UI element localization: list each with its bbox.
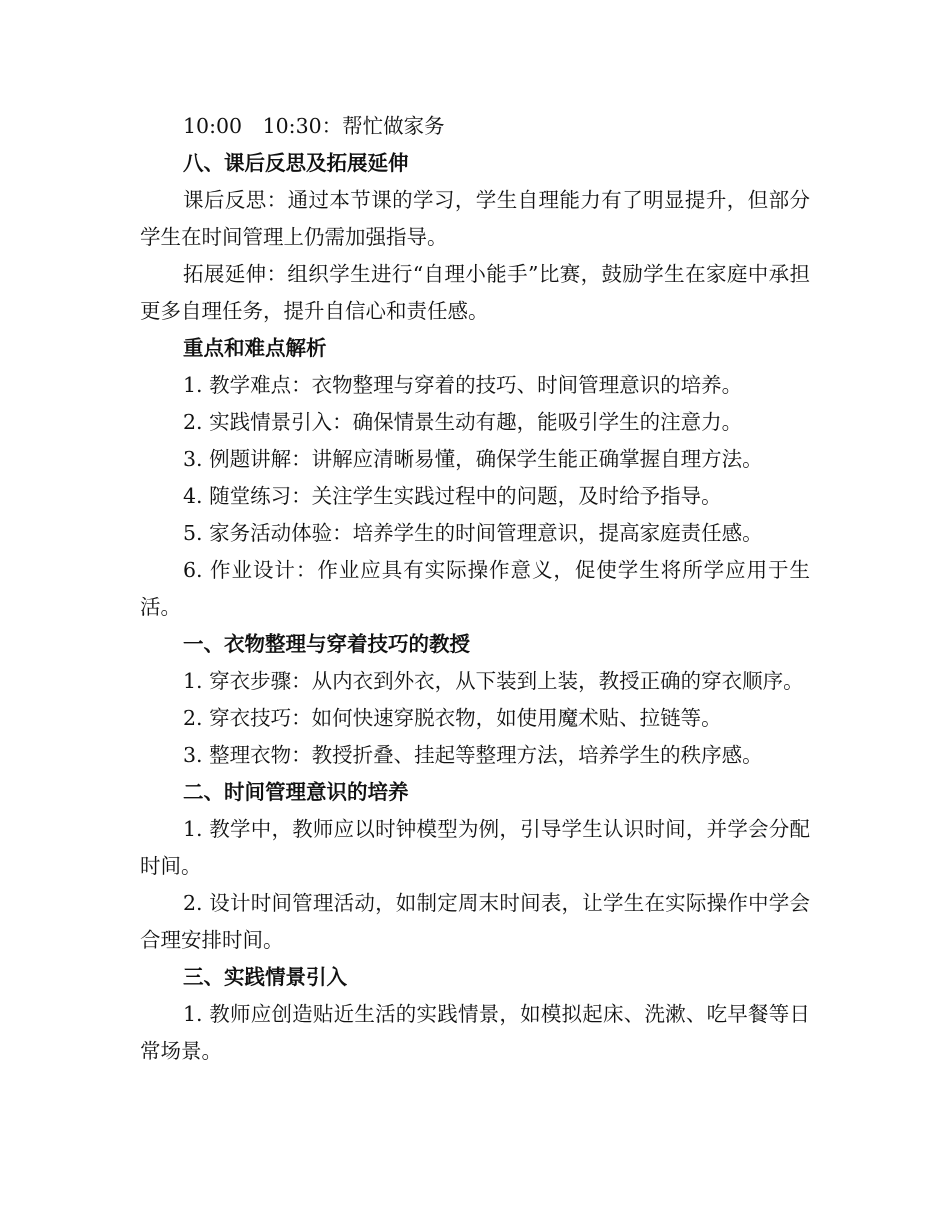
clothing-item: 2. 穿衣技巧：如何快速穿脱衣物，如使用魔术贴、拉链等。	[183, 706, 722, 730]
key-point-item: 4. 随堂练习：关注学生实践过程中的问题，及时给予指导。	[183, 484, 722, 508]
clothing-item: 1. 穿衣步骤：从内衣到外衣，从下装到上装，教授正确的穿衣顺序。	[183, 669, 804, 693]
section-heading-clothing: 一、衣物整理与穿着技巧的教授	[183, 632, 470, 656]
section-heading-time-management: 二、时间管理意识的培养	[183, 780, 409, 804]
key-point-item: 3. 例题讲解：讲解应清晰易懂，确保学生能正确掌握自理方法。	[183, 447, 763, 471]
section-heading-key-points: 重点和难点解析	[183, 336, 327, 360]
section-heading-reflection: 八、课后反思及拓展延伸	[183, 151, 409, 175]
key-point-item: 1. 教学难点：衣物整理与穿着的技巧、时间管理意识的培养。	[183, 373, 743, 397]
schedule-item: 10:00 10:30：帮忙做家务	[183, 114, 445, 138]
key-point-item: 5. 家务活动体验：培养学生的时间管理意识，提高家庭责任感。	[183, 521, 763, 545]
time-management-item: 1. 教学中，教师应以时钟模型为例，引导学生认识时间，并学会分配时间。	[140, 817, 810, 878]
reflection-paragraph: 课后反思：通过本节课的学习，学生自理能力有了明显提升，但部分学生在时间管理上仍需加强指导。	[140, 188, 810, 249]
key-point-item: 2. 实践情景引入：确保情景生动有趣，能吸引学生的注意力。	[183, 410, 743, 434]
key-point-item: 6. 作业设计：作业应具有实际操作意义，促使学生将所学应用于生活。	[140, 558, 810, 619]
extension-paragraph: 拓展延伸：组织学生进行“自理小能手”比赛，鼓励学生在家庭中承担更多自理任务，提升自信心和责任感。	[140, 262, 810, 323]
clothing-item: 3. 整理衣物：教授折叠、挂起等整理方法，培养学生的秩序感。	[183, 743, 763, 767]
section-heading-scenario: 三、实践情景引入	[183, 965, 347, 989]
time-management-item: 2. 设计时间管理活动，如制定周末时间表，让学生在实际操作中学会合理安排时间。	[140, 891, 810, 952]
scenario-item: 1. 教师应创造贴近生活的实践情景，如模拟起床、洗漱、吃早餐等日常场景。	[140, 1002, 810, 1063]
